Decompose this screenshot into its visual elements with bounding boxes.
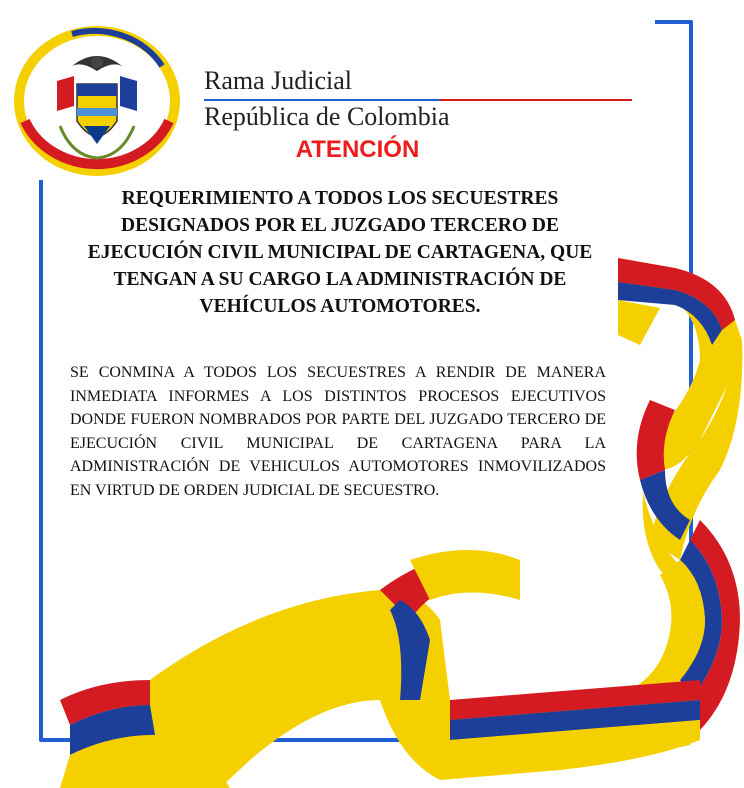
notice-heading: REQUERIMIENTO A TODOS LOS SECUESTRES DESIGNADOS POR EL JUZGADO TERCERO DE EJECUCIÓN CIVIL MUNICIPAL DE CARTAGENA, QUE TENGAN A SU CARGO LA ADMINISTRACIÓN DE VEHÍCULOS AUTOMOTORES. (87, 188, 593, 317)
org-divider (204, 99, 632, 101)
org-line-1: Rama Judicial (204, 66, 353, 95)
coat-of-arms-logo-icon (12, 26, 197, 176)
notice-body: SE CONMINA A TODOS LOS SECUESTRES A RENDIR DE MANERA INMEDIATA INFORMES A LOS DISTINTOS PROCESOS EJECUTIVOS DONDE FUERON NOMBRADOS POR PARTE DEL JUZGADO TERCERO DE EJECUCIÓN CIVIL MUNICIPAL DE CARTAGENA PARA LA ADMINISTRACIÓN DE VEHICULOS AUTOMOTORES INMOVILIZADOS EN VIRTUD DE ORDEN JUDICIAL DE SECUESTRO. (70, 364, 606, 499)
org-line-2: República de Colombia (204, 102, 450, 131)
notice-title: ATENCIÓN (295, 136, 420, 163)
